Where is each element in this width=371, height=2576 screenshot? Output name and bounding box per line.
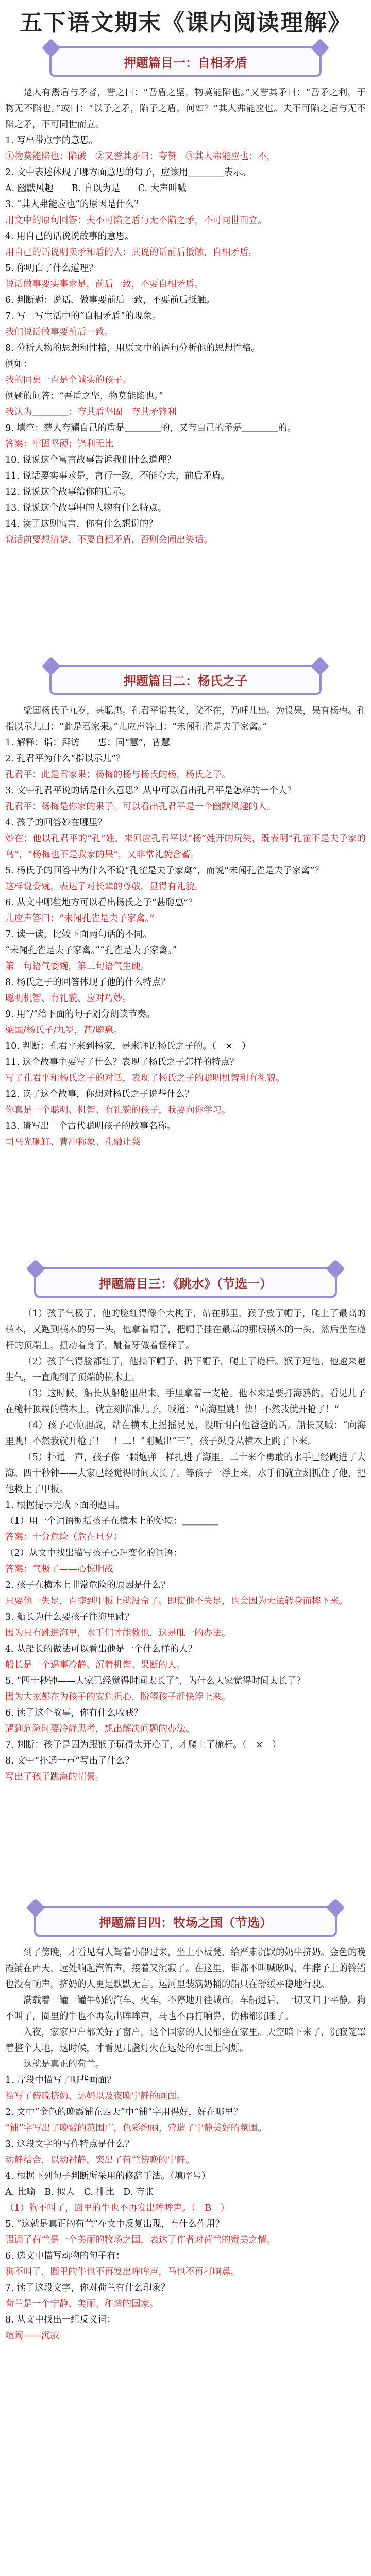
answer-text: 我们说话做事要前后一致。 [5,327,113,337]
answer-text: 写了孔君平和杨氏之子的对话，表现了杨氏之子的聪明机智和有礼貌。 [5,1073,285,1083]
question-text: 12. 说说这个故事给你的启示。 [5,487,131,497]
question-text: 3. 这段文字的写作特点是什么？ [5,2139,134,2149]
passage-paragraph: （2）孩子气得脸都红了，他摘下帽子，扔下帽子，爬上了桅杆。猴子逗他，他越来越生气，一直爬到了顶端的横木上。 [5,1357,366,1383]
question-text: 10. 判断：孔君平来到杨家，是来拜访杨氏之子的。（ × ） [5,1041,251,1052]
question-text: （2）从文中找出描写孩子心理变化的词语： [5,1548,182,1558]
question-text: 14. 读了这则寓言，你有什么想说的？ [5,519,158,529]
question-text: 5. “四十秒钟——大家已经觉得时间太长了”，为什么大家觉得时间太长了？ [5,1676,306,1686]
section-body [5,1306,366,1785]
question-text: 1. 根据提示完成下面的题目。 [5,1500,125,1511]
question-text: 7. 读了这段文字，你对荷兰有什么印象？ [5,2283,170,2293]
answer-text: 动静结合，以动衬静，突出了荷兰傍晚的宁静。 [5,2155,195,2165]
question-text: 4. 孩子的回答妙在哪里？ [5,818,107,828]
answer-text: 用文中的原句回答：夫不可陷之盾与无不陷之矛，不可同世而立。 [5,215,267,226]
question-text: 7. 读一读，比较下面两句话的不同。 [5,929,152,940]
answer-text: 孔君平：此是君家果；杨梅的杨与杨氏的杨，杨氏之子。 [5,770,231,780]
section-4 [5,1906,366,2576]
question-text: 2. 文中表述体现了哪方面意思的句子，应该用＿＿＿＿表示。 [5,167,251,178]
answer-text: 答案：气极了——心惊胆战 [5,1564,113,1574]
answer-text: 梁国/杨氏子/九岁，甚/聪惠。 [5,1025,123,1036]
question-text: 8. 从文中找出一组反义词： [5,2315,116,2325]
answer-text: 我认为＿＿＿＿：夸其盾坚固 夸其矛锋利 [5,407,177,417]
passage-paragraph: （5）扑通一声，孩子像一颗炮弹一样扎进了海里。二十来个勇敢的水手已经跳进了大海。四十秒钟——大家已经觉得时间太长了。等孩子一浮上来，水手们就立刻抓住了他，把他救上了甲板。 [5,1452,366,1495]
section-header: 押题篇目三：《跳水》（节选一） [34,1267,337,1298]
question-text: （1）用一个词语概括孩子在横木上的处境：＿＿＿＿ [5,1516,218,1527]
answer-text: 孔君平：杨梅是你家的果子。可以看出孔君平是一个幽默风趣的人。 [5,802,276,812]
question-text: 8. 文中“扑通一声”写出了什么？ [5,1756,134,1766]
answer-text: 答案：十分危险（危在旦夕） [5,1532,123,1543]
question-text: 11. 这个故事主要写了什么？表现了杨氏之子怎样的特点？ [5,1057,239,1067]
question-text: A. 比喻 B. 拟人 C. 排比 D. 夸张 [5,2187,154,2197]
answer-text: 说话前要想清楚，不要自相矛盾，否则会闹出笑话。 [5,535,213,545]
answer-text: 答案：牢固坚硬；锋利无比 [5,439,113,449]
question-text: 6. 从文中哪些地方可以看出杨氏之子“甚聪惠”？ [5,897,197,908]
answer-text: 因为只有跳进海里，水手们才能救他，这是唯一的办法。 [5,1628,231,1638]
question-text: 2. 孩子在横木上非常危险的原因是什么？ [5,1580,170,1590]
question-text: 3. 文中孔君平说的话是什么意思？从中可以看出孔君平是怎样的一个人？ [5,786,296,796]
passage-paragraph: 到了傍晚，才看见有人驾着小船过来，坐上小板凳，给严肃沉默的奶牛挤奶。金色的晚霞铺在西天，远处响起汽笛声，接着又沉寂了。在这里，谁都不叫喊吆喝，牛脖子上的铃铛也没有响声，挤奶的人更是默默无言。运河里装满奶桶的船只在舒缓平稳地行驶。 [5,1947,366,1990]
section-header: 押题篇目二：杨氏之子 [49,665,322,695]
question-text: “未闻孔雀是夫子家禽。”“孔雀是夫子家禽。” [5,945,177,956]
question-text: 9. 用“/”给下面的句子划分朗读节奏。 [5,1009,156,1020]
section-header: 押题篇目四：牧场之国（节选） [34,1906,337,1937]
answer-text: 儿应声答曰：“未闻孔雀是夫子家禽。” [5,913,155,924]
section-2 [5,665,366,1262]
answer-text: 你真是一个聪明、机智、有礼貌的孩子，我要向你学习。 [5,1105,231,1115]
passage-paragraph: （3）这时候，船长从船舱里出来，手里拿着一支枪。他本来是要打海鸥的，看见儿子在桅杆顶端的横木上，就立刻瞄准儿子，喊道：“向海里跳！快！不然我就开枪了！” [5,1388,366,1415]
section-1 [5,46,366,639]
question-text: 13. 说说这个故事中的人物有什么特点。 [5,503,167,513]
answer-text: 说话做事要实事求是，前后一致，不要自相矛盾。 [5,279,204,290]
passage-paragraph: 这就是真正的荷兰。 [23,2059,105,2070]
question-text: 10. 说说这个寓言故事告诉我们什么道理？ [5,455,176,465]
answer-text: （1）狗不叫了，圈里的牛也不再发出哞哞声。（ B ） [5,2203,230,2213]
question-text: 例如： [5,359,32,369]
section-body [5,1945,366,2344]
section-header: 押题篇目一：自相矛盾 [49,46,322,77]
question-text: 3. 船长为什么要孩子往海里跳？ [5,1612,134,1622]
question-text: 1. 解释：诣：拜访 惠：同“慧”，智慧 [5,738,171,748]
answer-text: 这样说委婉，表达了对长辈的尊敬，显得有礼貌。 [5,882,204,892]
answer-text: 聪明机智、有礼貌、应对巧妙。 [5,993,131,1004]
question-text: 11. 说话要实事求是，言行一致，不能夸大，前后矛盾。 [5,471,230,481]
passage-paragraph: 梁国杨氏子九岁，甚聪惠。孔君平诣其父，父不在，乃呼儿出。为设果，果有杨梅。孔指以示儿曰：“此是君家果。”儿应声答曰：“未闻孔雀是夫子家禽。” [5,706,366,732]
answer-text: 我的同桌一直是个诚实的孩子。 [5,375,131,385]
passage-paragraph: 满载着一罐一罐牛奶的汽车、火车，不停地开往城市。车船过后，一切又归于平静。狗不叫了，圈里的牛也不再发出哞哞声，马也不再打响鼻，仿佛都沉睡了。 [5,1995,366,2022]
passage-paragraph: （1）孩子气极了，他的脸红得像个大桃子，站在那里，猴子放了帽子，爬上了最高的横木，又跑到横木的另一头，他拿着帽子，把帽子挂在最高的那根横木的一头，然后坐在桅杆的顶端上，扭动着身子，龇着牙做着怪样子。 [5,1309,366,1351]
question-text: 6. 选文中描写动物的句子有： [5,2251,125,2261]
answer-text: 狗不叫了，圈里的牛也不再发出哞哞声，马也不再打响鼻。 [5,2267,240,2277]
question-text: A. 幽默风趣 B. 自以为是 C. 大声叫喊 [5,183,187,194]
question-text: 5. 你明白了什么道理？ [5,263,98,274]
question-text: 6. 判断题：说话、做事要前后一致，不要前后抵触。 [5,295,215,306]
section-body [5,703,366,1150]
answer-text: “铺”字写出了晚霞的范围广，色彩绚丽，营造了宁静美好的氛围。 [5,2123,267,2133]
answer-text: 只要他一失足，直摔到甲板上就没命了。即使他不失足，也会因为无法转身而摔下来。 [5,1596,348,1606]
answer-text: 司马光砸缸、曹冲称象、孔融让梨 [5,1137,141,1147]
question-text: 5. 杨氏子的回答中为什么不说“孔雀是夫子家禽”，而说“未闻孔雀是夫子家禽”？ [5,866,324,876]
question-text: 5. “这就是真正的荷兰”在文中反复出现，有什么作用？ [5,2219,225,2229]
question-text: 例题的问答：“吾盾之坚，物莫能陷也。” [5,391,163,401]
passage-paragraph: 入夜，家家户户都关好了窗户，这个国家的人民都坐在家里。天空暗下来了，沉寂笼罩着整个大地，这时候，才看见几盏灯火在远处的水面上闪烁。 [5,2027,366,2054]
answer-text: 妙在：他以孔君平的“孔”姓，来回应孔君平以“杨”姓开的玩笑，既表明“孔雀不是夫子家的鸟”，“杨梅也不是我家的果”，又非常礼貌含蓄。 [5,834,366,860]
question-text: 2. 孔君平为什么“指以示儿”？ [5,754,143,764]
answer-text: 第一句语气委婉，第二句语气生硬。 [5,961,149,972]
answer-text: 写出了孩子跳海的情景。 [5,1772,105,1782]
question-text: 4. 用自己的话说说故事的意思。 [5,231,134,242]
page-title: 五下语文期末《课内阅读理解》 [20,10,351,36]
answer-text: 描写了傍晚挤奶、运奶以及夜晚宁静的画面。 [5,2091,185,2102]
section-3 [5,1267,366,1886]
answer-text: 船长是一个遇事冷静、沉着机智、果断的人。 [5,1660,185,1670]
question-text: 3. “其人弗能应也”的原因是什么？ [5,199,143,210]
answer-text: 荷兰是一个宁静、美丽、和谐的国家。 [5,2299,159,2309]
question-text: 9. 填空：楚人夸耀自己的盾是＿＿＿＿的，又夸自己的矛是＿＿＿＿的。 [5,423,296,433]
passage-paragraph: 楚人有鬻盾与矛者，誉之曰：“吾盾之坚，物莫能陷也。”又誉其矛曰：“吾矛之利，于物无不陷也。”或曰：“以子之矛，陷子之盾，何如？”其人弗能应也。夫不可陷之盾与无不陷之矛，不可同世而立。 [5,88,366,130]
question-text: 6. 读了这个故事，你有什么收获？ [5,1708,143,1718]
question-text: 1. 写出带点字的意思。 [5,135,98,146]
passage-paragraph: （4）孩子心惊胆战，站在横木上摇摇晃晃，没听明白他爸爸的话。船长又喊：“向海里跳！不然我就开枪了！一！二！”刚喊出“三”，孩子纵身从横木上跳了下来。 [5,1420,366,1447]
answer-text: 用自己的话说明卖矛和盾的人：其说的话前后抵触，自相矛盾。 [5,247,258,258]
question-text: 7. 写一写生活中的“自相矛盾”的现象。 [5,311,161,321]
answer-text: ①物莫能陷也：陷破 ②又誉其矛曰：夸赞 ③其人弗能应也：不， [5,151,276,162]
question-text: 4. 从船长的做法可以看出他是一个什么样的人？ [5,1644,197,1654]
question-text: 8. 分析人物的思想和性格，用原文中的语句分析他的思想性格。 [5,343,260,353]
question-text: 4. 根据下列句子判断所采用的修辞手法。（填序号） [5,2171,211,2181]
question-text: 1. 片段中描写了哪些画面？ [5,2075,116,2086]
answer-text: 强调了荷兰是一个美丽的牧场之国，表达了作者对荷兰的赞美之情。 [5,2235,276,2245]
answer-text: 喧闹——沉寂 [5,2331,59,2341]
section-body [5,85,366,548]
question-text: 12. 读了这个故事，你想对杨氏之子说些什么？ [5,1089,194,1099]
answer-text: 因为大家都在为孩子的安危担心，盼望孩子赶快浮上来。 [5,1692,231,1702]
question-text: 2. 文中“金色的晚霞铺在西天”中“铺”字用得好，好在哪里？ [5,2107,243,2117]
question-text: 8. 杨氏之子的回答体现了他的什么特点？ [5,977,170,988]
question-text: 7. 判断：孩子是因为跟猴子玩得太开心了，才爬上了桅杆。（ × ） [5,1740,281,1750]
answer-text: 遇到危险时要冷静思考，想出解决问题的办法。 [5,1724,195,1734]
question-text: 13. 请写出一个古代聪明孩子的故事名称。 [5,1121,176,1131]
